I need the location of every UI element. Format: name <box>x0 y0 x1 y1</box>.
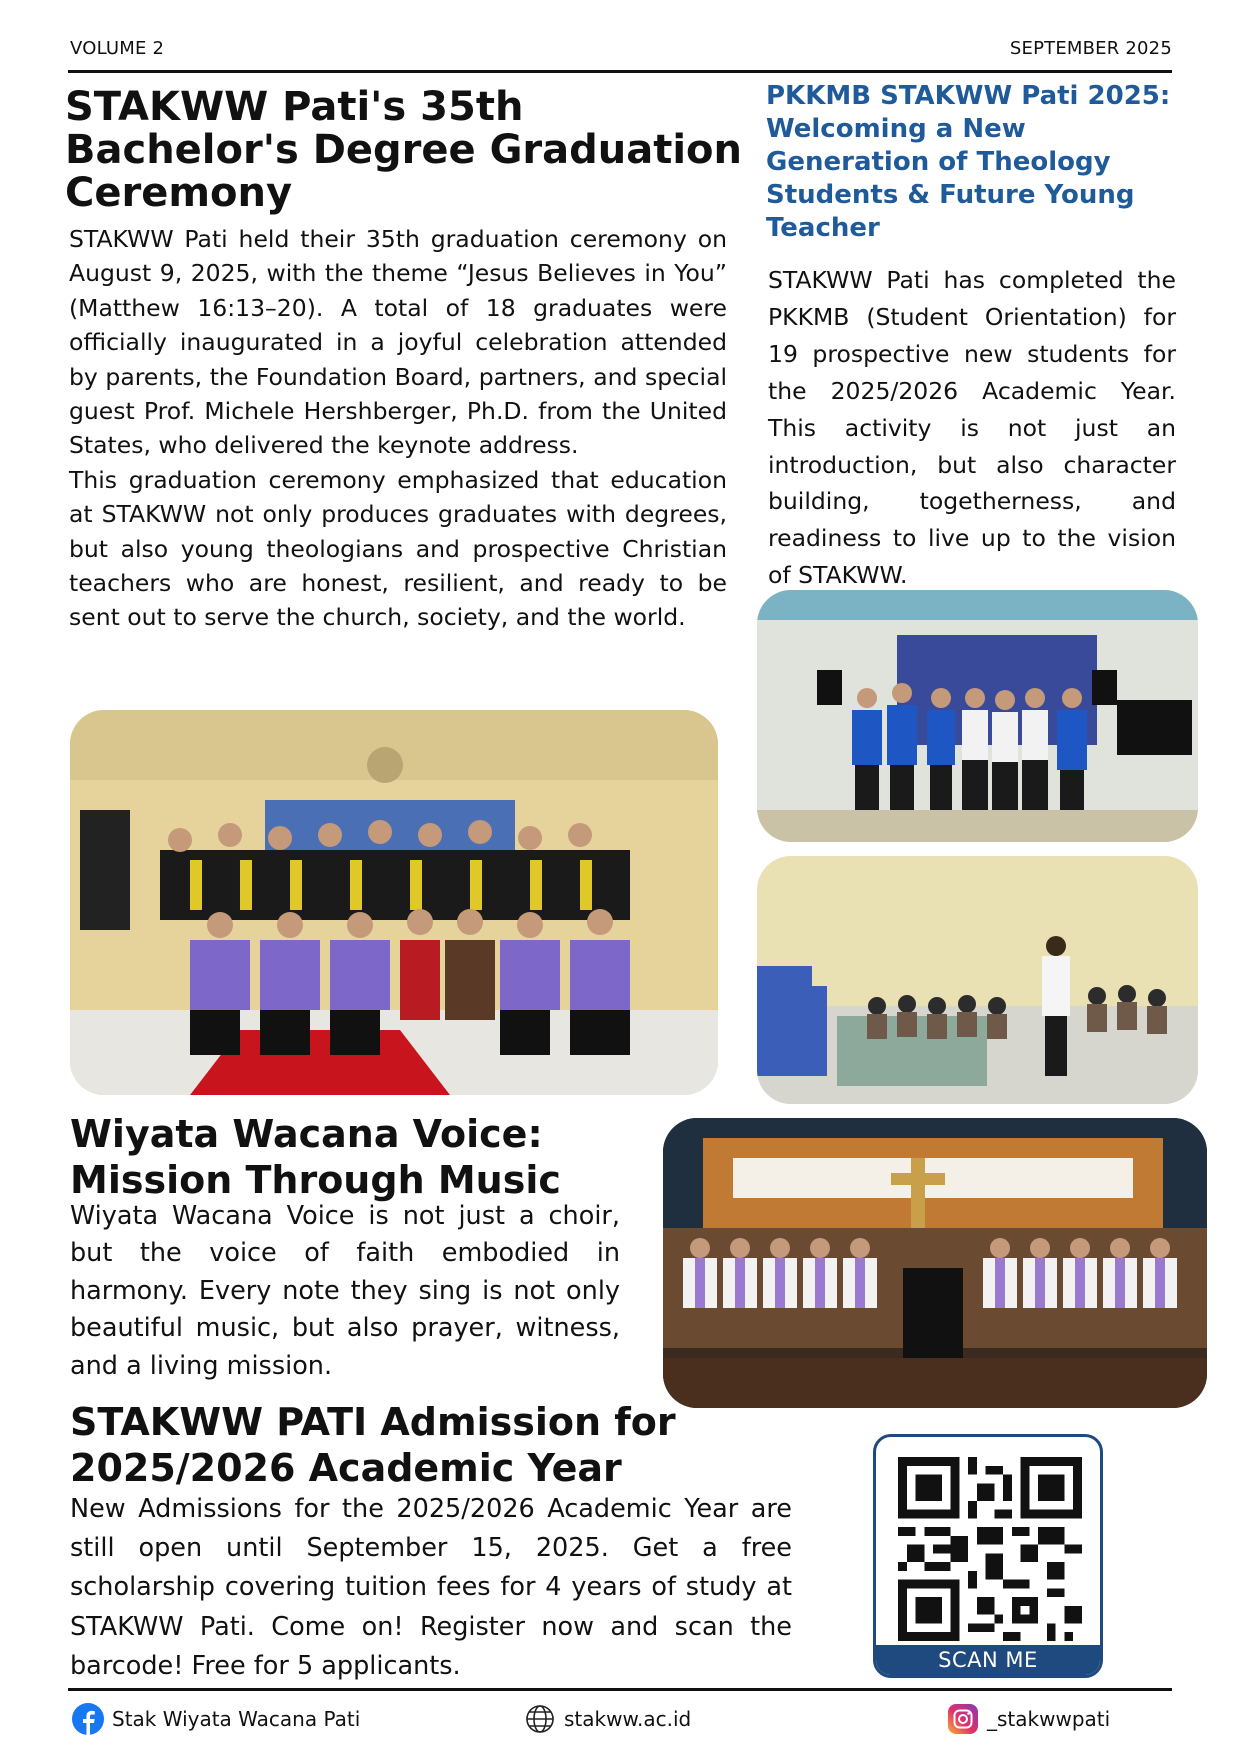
volume-label: VOLUME 2 <box>70 38 165 59</box>
globe-icon <box>524 1703 556 1735</box>
pkkmb-body <box>768 262 1176 594</box>
pkkmb-photo-stage <box>757 590 1198 842</box>
choir-body <box>70 1198 620 1385</box>
issue-date: SEPTEMBER 2025 <box>1009 38 1172 59</box>
footer-facebook[interactable] <box>72 1703 360 1735</box>
scan-me-label: SCAN ME <box>876 1645 1100 1675</box>
qr-code-card[interactable] <box>873 1434 1103 1678</box>
facebook-handle: Stak Wiyata Wacana Pati <box>112 1707 361 1731</box>
choir-title: Wiyata Wacana Voice: Mission Through Music <box>70 1112 561 1202</box>
header-divider <box>68 70 1172 73</box>
pkkmb-title: PKKMB STAKWW Pati 2025: Welcoming a New Generation of Theology Students & Future Young Teacher <box>766 81 1171 244</box>
footer-divider <box>68 1688 1172 1691</box>
graduation-title: STAKWW Pati's 35th Bachelor's Degree Graduation Ceremony <box>65 84 743 216</box>
instagram-handle: _stakwwpati <box>987 1707 1111 1731</box>
admission-title: STAKWW PATI Admission for 2025/2026 Academic Year <box>70 1400 676 1490</box>
facebook-icon <box>72 1703 104 1735</box>
website-url: stakww.ac.id <box>564 1707 692 1731</box>
instagram-icon <box>947 1703 979 1735</box>
graduation-photo <box>70 710 718 1095</box>
pkkmb-photo-hall <box>757 856 1198 1104</box>
pkkmb-paragraph: STAKWW Pati has completed the PKKMB (Student Orientation) for 19 prospective new students for the 2025/2026 Academic Year. This activity is not just an introduction, but also character building, togetherness, and readiness to live up to the vision of STAKWW. <box>768 266 1176 590</box>
qr-code[interactable] <box>898 1457 1082 1641</box>
footer-website[interactable] <box>524 1703 691 1735</box>
graduation-paragraph-2: This graduation ceremony emphasized that education at STAKWW not only produces graduates with degrees, but also young theologians and prospective Christian teachers who are honest, resilient, and ready to be sent out to serve the church, society, and the world. <box>69 465 727 632</box>
admission-body <box>70 1490 792 1686</box>
admission-paragraph: New Admissions for the 2025/2026 Academic Year are still open until September 15, 2025. Get a free scholarship covering tuition fees for 4 years of study at STAKWW Pati. Come on! Register now and scan the barcode! Free for 5 applicants. <box>70 1494 792 1681</box>
graduation-paragraph-1: STAKWW Pati held their 35th graduation ceremony on August 9, 2025, with the theme “Jesus Believes in You” (Matthew 16:13–20). A total of 18 graduates were officially inaugurated in a joyful celebration attended by parents, the Foundation Board, partners, and special guest Prof. Michele Hershberger, Ph.D. from the United States, who delivered the keynote address. <box>69 225 727 460</box>
graduation-body <box>69 222 727 635</box>
choir-photo <box>663 1118 1207 1408</box>
choir-paragraph: Wiyata Wacana Voice is not just a choir, but the voice of faith embodied in harmony. Every note they sing is not only beautiful music, but also prayer, witness, and a living mission. <box>70 1201 620 1381</box>
footer-instagram[interactable] <box>947 1703 1110 1735</box>
